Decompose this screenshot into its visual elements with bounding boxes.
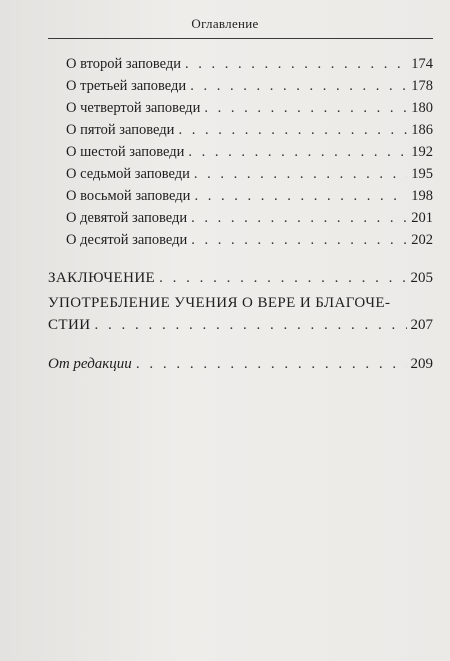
toc-entry-page: 180 [411, 100, 433, 116]
toc-entry [66, 232, 433, 249]
toc-entry-page: 202 [411, 232, 433, 248]
toc-entry-page: 192 [411, 144, 433, 160]
toc-entry-page: 174 [411, 56, 433, 72]
toc-entry-conclusion [48, 270, 433, 287]
toc-entry-title: О восьмой заповеди [66, 188, 191, 204]
toc-entry-title: ЗАКЛЮЧЕНИЕ [48, 270, 156, 286]
toc-entry-page: 209 [410, 356, 433, 372]
toc-entry [66, 188, 433, 205]
leader-dots [188, 144, 407, 161]
toc-entry-title: О девятой заповеди [66, 210, 188, 226]
toc-entry-page: 201 [411, 210, 433, 226]
leader-dots [159, 270, 406, 287]
toc-entry-title: О десятой заповеди [66, 232, 188, 248]
toc-entry-title: О четвертой заповеди [66, 100, 201, 116]
header-rule [48, 38, 433, 39]
toc-entry-editor [48, 356, 433, 373]
toc-entry [66, 144, 433, 161]
leader-dots [191, 232, 407, 249]
toc-entry-title: От редакции [48, 356, 132, 372]
toc-entry [66, 78, 433, 95]
leader-dots [194, 166, 407, 183]
leader-dots [185, 56, 407, 73]
toc-entry [66, 210, 433, 227]
leader-dots [178, 122, 407, 139]
toc-entry-title: О шестой заповеди [66, 144, 185, 160]
toc-entry-page: 186 [411, 122, 433, 138]
leader-dots [204, 100, 407, 117]
toc-entry-usage [48, 317, 433, 334]
toc-entry-page: 178 [411, 78, 433, 94]
running-head: Оглавление [191, 16, 259, 31]
toc-entry-usage-line1: УПОТРЕБЛЕНИЕ УЧЕНИЯ О ВЕРЕ И БЛАГОЧЕ- [48, 295, 391, 311]
toc-entry-title: О третьей заповеди [66, 78, 187, 94]
toc-entry-page: 207 [410, 317, 433, 333]
toc-entry [66, 56, 433, 73]
toc-entry-title: О седьмой заповеди [66, 166, 190, 182]
toc-entry-title: СТИИ [48, 317, 91, 333]
leader-dots [190, 78, 407, 95]
toc-entry-page: 205 [410, 270, 433, 286]
toc-entry-title: О пятой заповеди [66, 122, 175, 138]
toc-entry [66, 122, 433, 139]
leader-dots [191, 210, 407, 227]
toc-entry [66, 100, 433, 117]
toc-entry-page: 198 [411, 188, 433, 204]
leader-dots [136, 356, 407, 373]
toc-entry [66, 166, 433, 183]
leader-dots [194, 188, 407, 205]
leader-dots [94, 317, 406, 334]
toc-entry-title: О второй заповеди [66, 56, 181, 72]
toc-entry-page: 195 [411, 166, 433, 182]
